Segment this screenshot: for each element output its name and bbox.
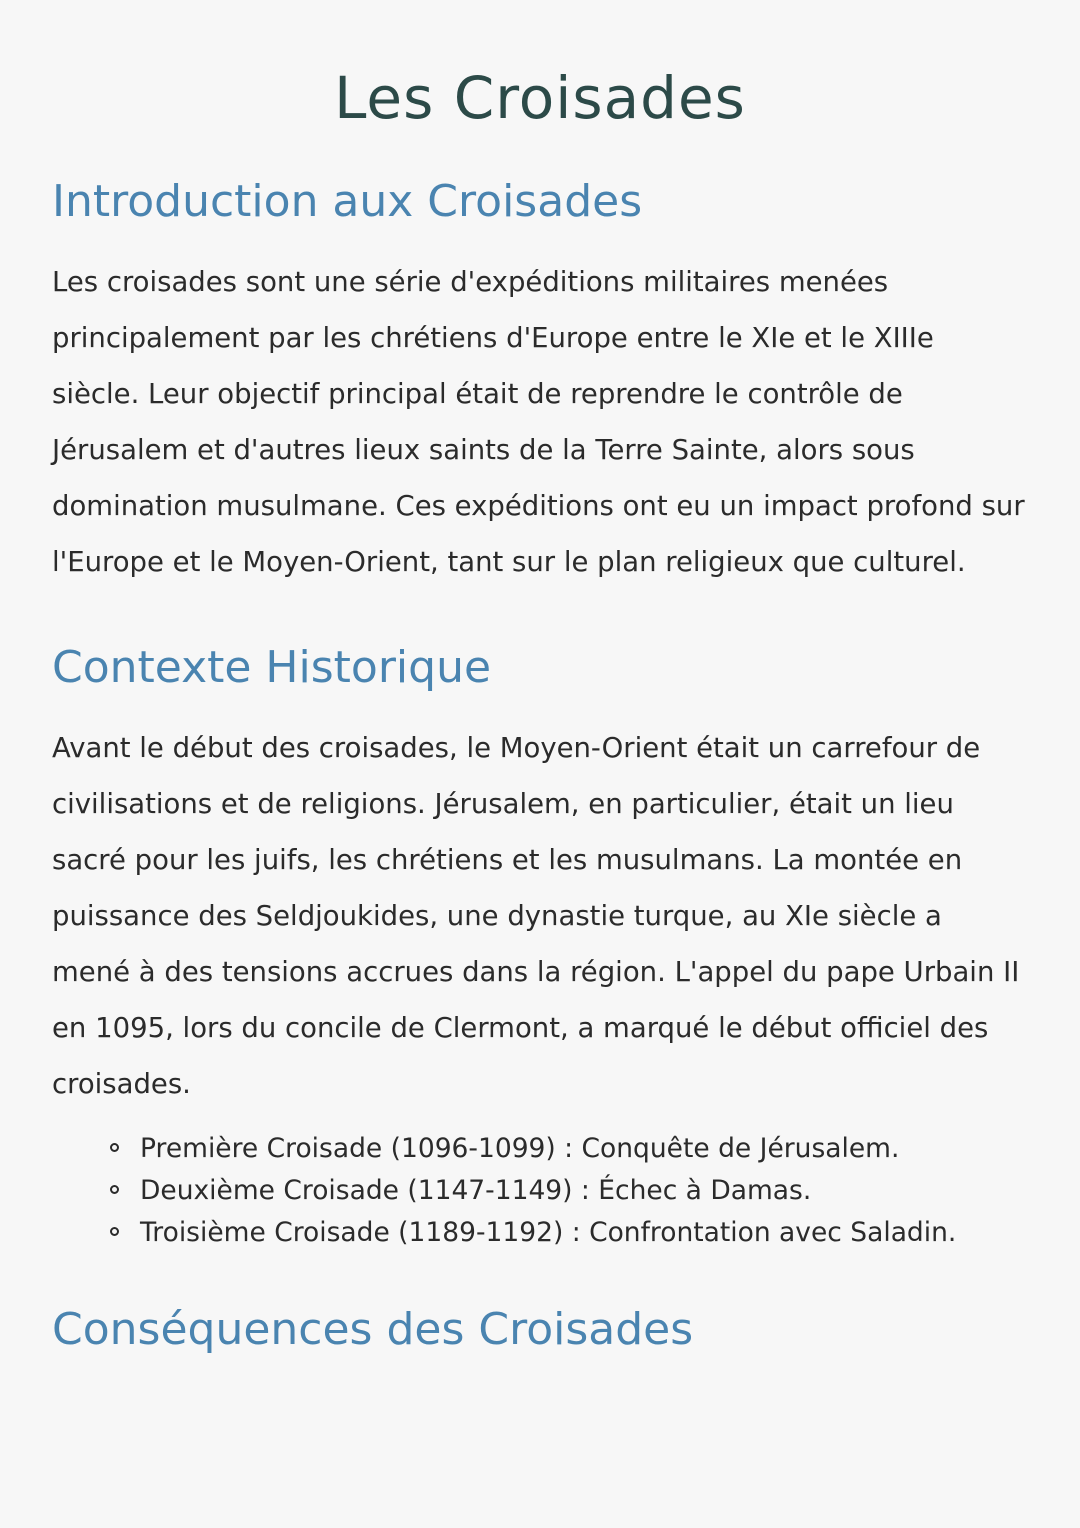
section-heading-introduction: Introduction aux Croisades	[52, 176, 643, 227]
section-heading-context: Contexte Historique	[52, 642, 492, 693]
list-item-text: Deuxième Croisade (1147-1149) : Échec à Damas.	[140, 1175, 812, 1206]
list-item-text: Première Croisade (1096-1099) : Conquête de Jérusalem.	[140, 1133, 900, 1164]
list-item	[110, 1170, 1028, 1212]
paragraph-context: Avant le début des croisades, le Moyen-Orient était un carrefour de civilisations et de religions. Jérusalem, en particulier, était un lieu sacré pour les juifs, les chrétiens et les musulmans. La montée en puissance des Seldjoukides, une dynastie turque, au XIe siècle a mené à des tensions accrues dans la région. L'appel du pape Urbain II en 1095, lors du concile de Clermont, a marqué le début officiel des croisades.	[52, 732, 1020, 1100]
crusades-list	[52, 1128, 1028, 1254]
circle-bullet-icon	[110, 1185, 119, 1194]
circle-bullet-icon	[110, 1143, 119, 1152]
list-item	[110, 1128, 1028, 1170]
section-heading-consequences: Conséquences des Croisades	[52, 1304, 694, 1355]
page-title: Les Croisades	[334, 64, 746, 132]
circle-bullet-icon	[110, 1227, 119, 1236]
list-item	[110, 1212, 1028, 1254]
list-item-text: Troisième Croisade (1189-1192) : Confrontation avec Saladin.	[140, 1217, 957, 1248]
paragraph-introduction: Les croisades sont une série d'expéditions militaires menées principalement par les chrétiens d'Europe entre le XIe et le XIIIe siècle. Leur objectif principal était de reprendre le contrôle de Jérusalem et d'autres lieux saints de la Terre Sainte, alors sous domination musulmane. Ces expéditions ont eu un impact profond sur l'Europe et le Moyen-Orient, tant sur le plan religieux que culturel.	[52, 266, 1025, 578]
